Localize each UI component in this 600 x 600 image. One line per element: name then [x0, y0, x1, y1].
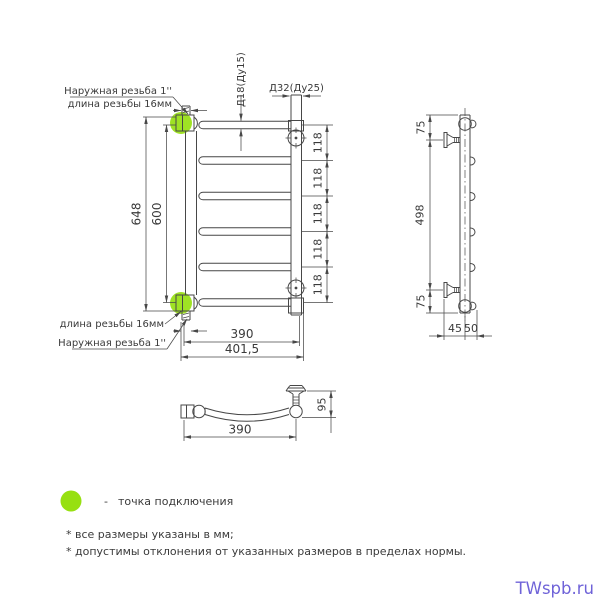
thread-callout-top	[64, 86, 207, 114]
dim-498-label: 498	[413, 204, 427, 226]
note-line-2: * допустимы отклонения от указанных размеров в пределах нормы.	[66, 545, 467, 558]
notes	[66, 528, 466, 558]
thread-label-top-2: длина резьбы 16мм	[67, 99, 172, 110]
ladder-rungs	[199, 121, 291, 306]
plan-left-fitting	[181, 405, 205, 418]
dim-118-label-2: 118	[311, 167, 325, 189]
dimension-plan-width	[184, 419, 296, 441]
dim-118-label-3: 118	[311, 203, 325, 225]
side-rung-ends	[471, 157, 476, 272]
side-bottom-fitting	[459, 300, 476, 313]
legend-label: точка подключения	[118, 495, 234, 508]
thread-label-bottom-2: Наружная резьба 1''	[58, 338, 166, 349]
plan-curved-rung	[205, 408, 289, 421]
wall-mount-flange-bottom	[286, 278, 307, 299]
dimension-height-axes	[150, 125, 176, 303]
thread-callout-bottom	[58, 312, 207, 350]
rung-diameter-callout	[236, 52, 247, 151]
dimension-rung-spacing-chain	[302, 125, 334, 303]
dim-118-label-4: 118	[311, 238, 325, 260]
riser-diameter-label: Д32(Ду25)	[269, 83, 324, 94]
dim-75-bottom-label: 75	[414, 294, 428, 309]
side-top-fitting	[459, 118, 476, 131]
side-wall-bracket-bottom	[444, 283, 460, 298]
dimension-side-vertical-chain	[414, 115, 459, 313]
side-wall-bracket-top	[444, 133, 460, 148]
dim-600-label: 600	[150, 202, 164, 226]
dim-95-label: 95	[315, 397, 329, 412]
dim-45-label: 45	[448, 322, 462, 335]
riser-diameter-callout	[269, 83, 324, 96]
dim-648-label: 648	[129, 202, 144, 226]
thread-label-bottom-1: длина резьбы 16мм	[59, 319, 164, 330]
front-view	[58, 52, 333, 361]
dim-401-5-label: 401,5	[224, 342, 260, 356]
dim-118-label-5: 118	[311, 274, 325, 296]
plan-right-fitting	[290, 405, 302, 417]
dim-390-plan-label: 390	[228, 422, 252, 437]
thread-label-top-1: Наружная резьба 1''	[64, 86, 172, 97]
dim-75-top-label: 75	[414, 120, 428, 135]
rung-diameter-label: Д18(Ду15)	[236, 52, 247, 107]
top-view	[181, 386, 336, 442]
dim-118-label-1: 118	[311, 132, 325, 154]
plan-wall-bracket	[286, 386, 306, 406]
legend	[61, 491, 234, 512]
watermark-text: TWspb.ru	[515, 579, 594, 598]
legend-connection-point-icon	[61, 491, 82, 512]
note-line-1: * все размеры указаны в мм;	[66, 528, 234, 541]
left-collector-tube	[186, 131, 197, 295]
side-view	[414, 108, 493, 340]
dimension-plan-depth	[302, 391, 336, 433]
dim-390-front-label: 390	[230, 327, 254, 341]
dim-50-label: 50	[464, 322, 478, 335]
legend-dash: -	[104, 495, 108, 508]
